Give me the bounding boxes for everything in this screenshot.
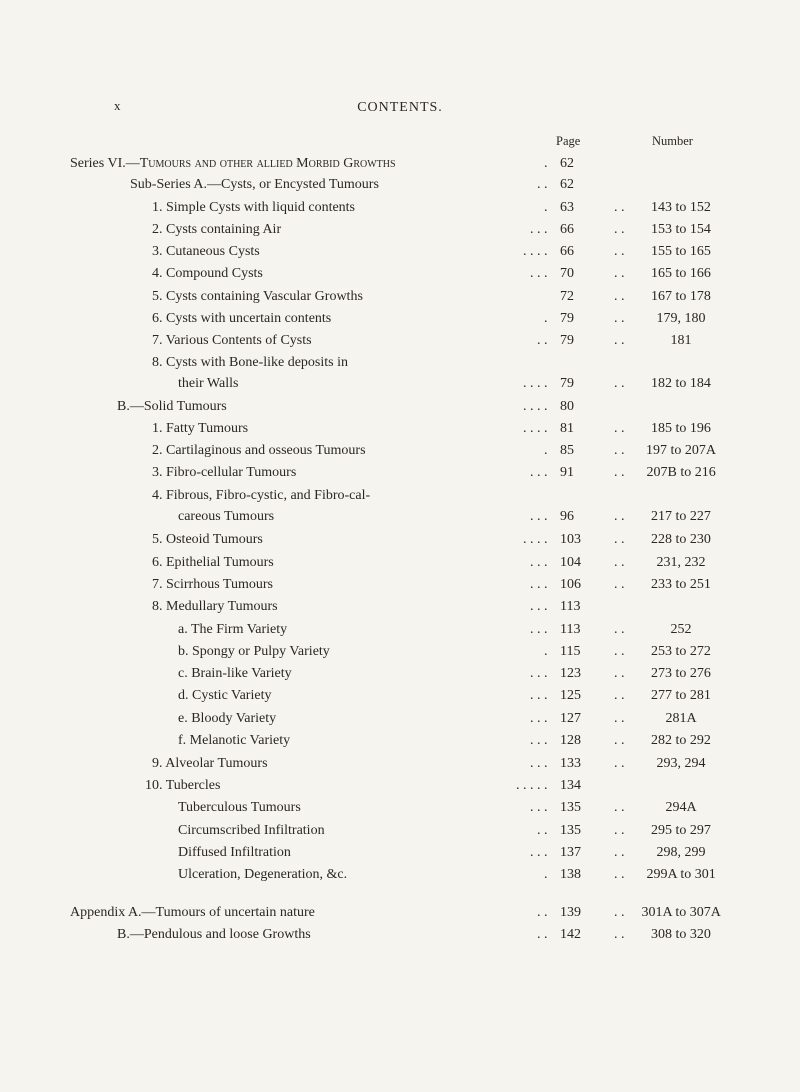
separator-dots: . . bbox=[614, 867, 625, 882]
specimen-number-range: 185 to 196 bbox=[651, 421, 711, 436]
separator-dots: . . bbox=[614, 800, 625, 815]
entry-title: 7. Various Contents of Cysts bbox=[152, 333, 312, 348]
toc-row bbox=[0, 731, 800, 751]
entry-title: 4. Fibrous, Fibro-cystic, and Fibro-cal- bbox=[152, 488, 371, 503]
specimen-number-range: 228 to 230 bbox=[651, 532, 711, 547]
separator-dots: . . bbox=[614, 622, 625, 637]
page-number: 138 bbox=[560, 867, 581, 882]
entry-title: 6. Epithelial Tumours bbox=[152, 555, 274, 570]
toc-row bbox=[0, 419, 800, 439]
leader-dots: . bbox=[544, 311, 548, 326]
leader-dots: . . . bbox=[530, 222, 548, 237]
separator-dots: . . bbox=[614, 244, 625, 259]
specimen-number-range: 231, 232 bbox=[656, 555, 706, 570]
toc-row bbox=[0, 865, 800, 885]
entry-title-small-caps: Tumours and other allied Morbid Growths bbox=[139, 156, 396, 171]
page-number: 66 bbox=[560, 244, 574, 259]
leader-dots: . . . bbox=[530, 688, 548, 703]
toc-row bbox=[0, 620, 800, 640]
leader-dots: . . . . bbox=[523, 244, 548, 259]
entry-title: 10. Tubercles bbox=[145, 778, 221, 793]
entry-title: Sub-Series A.—Cysts, or Encysted Tumours bbox=[130, 177, 379, 192]
page-number: 133 bbox=[560, 756, 581, 771]
entry-title: 1. Simple Cysts with liquid contents bbox=[152, 200, 356, 215]
leader-dots: . . . bbox=[530, 733, 548, 748]
page-number: 137 bbox=[560, 845, 581, 860]
page-number: 127 bbox=[560, 711, 581, 726]
page-number: 91 bbox=[560, 465, 574, 480]
leader-dots: . . bbox=[537, 927, 548, 942]
leader-dots: . . . . bbox=[523, 532, 548, 547]
specimen-number-range: 143 to 152 bbox=[651, 200, 711, 215]
entry-title: f. Melanotic Variety bbox=[178, 733, 291, 748]
entry-title: B.—Pendulous and loose Growths bbox=[117, 927, 311, 942]
separator-dots: . . bbox=[614, 200, 625, 215]
entry-title: 8. Cysts with Bone-like deposits in bbox=[152, 355, 348, 370]
entry-title: e. Bloody Variety bbox=[178, 711, 277, 726]
toc-row bbox=[0, 903, 800, 923]
page-number: 103 bbox=[560, 532, 581, 547]
page-number: 63 bbox=[560, 200, 574, 215]
separator-dots: . . bbox=[614, 465, 625, 480]
leader-dots: . . . bbox=[530, 577, 548, 592]
leader-dots: . . . bbox=[530, 509, 548, 524]
specimen-number-range: 277 to 281 bbox=[651, 688, 711, 703]
separator-dots: . . bbox=[614, 666, 625, 681]
specimen-number-range: 155 to 165 bbox=[651, 244, 711, 259]
page-number: 125 bbox=[560, 688, 581, 703]
entry-title: Diffused Infiltration bbox=[178, 845, 291, 860]
toc-row bbox=[0, 575, 800, 595]
entry-title: 2. Cysts containing Air bbox=[152, 222, 282, 237]
page-number: 142 bbox=[560, 927, 581, 942]
specimen-number-range: 298, 299 bbox=[656, 845, 706, 860]
page-number: 79 bbox=[560, 376, 574, 391]
leader-dots: . . . bbox=[530, 666, 548, 681]
entry-title: 9. Alveolar Tumours bbox=[152, 756, 268, 771]
specimen-number-range: 167 to 178 bbox=[651, 289, 711, 304]
toc-row bbox=[0, 925, 800, 945]
separator-dots: . . bbox=[614, 733, 625, 748]
separator-dots: . . bbox=[614, 845, 625, 860]
entry-title: c. Brain-like Variety bbox=[178, 666, 292, 681]
entry-title: Tuberculous Tumours bbox=[178, 800, 301, 815]
entry-title: 8. Medullary Tumours bbox=[152, 599, 278, 614]
separator-dots: . . bbox=[614, 555, 625, 570]
specimen-number-range: 165 to 166 bbox=[651, 266, 711, 281]
specimen-number-range: 207B to 216 bbox=[646, 465, 716, 480]
toc-row bbox=[0, 686, 800, 706]
toc-row bbox=[0, 441, 800, 461]
toc-row bbox=[0, 553, 800, 573]
page-number: 85 bbox=[560, 443, 574, 458]
toc-row bbox=[0, 507, 800, 527]
entry-title: B.—Solid Tumours bbox=[117, 399, 227, 414]
toc-row bbox=[0, 175, 800, 195]
toc-row bbox=[0, 754, 800, 774]
toc-row bbox=[0, 154, 800, 174]
specimen-number-range: 308 to 320 bbox=[651, 927, 711, 942]
page-number: 135 bbox=[560, 823, 581, 838]
leader-dots: . . . bbox=[530, 465, 548, 480]
specimen-number-range: 293, 294 bbox=[656, 756, 706, 771]
entry-title: 5. Osteoid Tumours bbox=[152, 532, 263, 547]
page-number: 123 bbox=[560, 666, 581, 681]
toc-row bbox=[0, 374, 800, 394]
page-column-heading: Page bbox=[556, 134, 581, 148]
entry-title: Series VI.—Tumours and other allied Morbid Growths bbox=[70, 156, 396, 171]
separator-dots: . . bbox=[614, 644, 625, 659]
separator-dots: . . bbox=[614, 905, 625, 920]
page-number: 128 bbox=[560, 733, 581, 748]
separator-dots: . . bbox=[614, 421, 625, 436]
separator-dots: . . bbox=[614, 289, 625, 304]
toc-row bbox=[0, 198, 800, 218]
separator-dots: . . bbox=[614, 927, 625, 942]
specimen-number-range: 282 to 292 bbox=[651, 733, 711, 748]
page-number: 72 bbox=[560, 289, 574, 304]
entry-title: b. Spongy or Pulpy Variety bbox=[178, 644, 330, 659]
leader-dots: . . . . bbox=[523, 399, 548, 414]
entry-title: Circumscribed Infiltration bbox=[178, 823, 325, 838]
toc-row bbox=[0, 664, 800, 684]
toc-row bbox=[0, 331, 800, 351]
separator-dots: . . bbox=[614, 711, 625, 726]
leader-dots: . . . . bbox=[523, 376, 548, 391]
page-number: 62 bbox=[560, 177, 574, 192]
leader-dots: . . bbox=[537, 177, 548, 192]
separator-dots: . . bbox=[614, 509, 625, 524]
separator-dots: . . bbox=[614, 756, 625, 771]
toc-row bbox=[0, 776, 800, 796]
page-number: 135 bbox=[560, 800, 581, 815]
leader-dots: . bbox=[544, 200, 548, 215]
separator-dots: . . bbox=[614, 577, 625, 592]
entry-title: 2. Cartilaginous and osseous Tumours bbox=[152, 443, 366, 458]
specimen-number-range: 217 to 227 bbox=[651, 509, 711, 524]
leader-dots: . . . bbox=[530, 711, 548, 726]
page-marker: x bbox=[114, 98, 122, 113]
number-column-heading: Number bbox=[652, 134, 693, 148]
page-number: 79 bbox=[560, 311, 574, 326]
page-number: 113 bbox=[560, 622, 581, 637]
toc-row bbox=[0, 597, 800, 617]
toc-row bbox=[0, 709, 800, 729]
toc-row bbox=[0, 642, 800, 662]
specimen-number-range: 182 to 184 bbox=[651, 376, 711, 391]
specimen-number-range: 301A to 307A bbox=[641, 905, 721, 920]
specimen-number-range: 281A bbox=[665, 711, 697, 726]
toc-row bbox=[0, 242, 800, 262]
entry-title: 4. Compound Cysts bbox=[152, 266, 263, 281]
leader-dots: . bbox=[544, 644, 548, 659]
leader-dots: . . . bbox=[530, 622, 548, 637]
page-number: 81 bbox=[560, 421, 574, 436]
leader-dots: . . bbox=[537, 823, 548, 838]
leader-dots: . . . bbox=[530, 599, 548, 614]
page-number: 66 bbox=[560, 222, 574, 237]
entry-title: Ulceration, Degeneration, &c. bbox=[178, 867, 348, 882]
specimen-number-range: 253 to 272 bbox=[651, 644, 711, 659]
separator-dots: . . bbox=[614, 376, 625, 391]
leader-dots: . . bbox=[537, 333, 548, 348]
separator-dots: . . bbox=[614, 688, 625, 703]
specimen-number-range: 273 to 276 bbox=[651, 666, 711, 681]
entry-title: careous Tumours bbox=[178, 509, 275, 524]
entry-title: a. The Firm Variety bbox=[178, 622, 288, 637]
separator-dots: . . bbox=[614, 222, 625, 237]
toc-row bbox=[0, 397, 800, 417]
toc-row bbox=[0, 821, 800, 841]
entry-title: d. Cystic Variety bbox=[178, 688, 272, 703]
separator-dots: . . bbox=[614, 333, 625, 348]
leader-dots: . . . bbox=[530, 555, 548, 570]
toc-row bbox=[0, 486, 800, 506]
leader-dots: . . . bbox=[530, 756, 548, 771]
toc-row bbox=[0, 220, 800, 240]
specimen-number-range: 181 bbox=[670, 333, 692, 348]
specimen-number-range: 179, 180 bbox=[656, 311, 706, 326]
entry-title: 5. Cysts containing Vascular Growths bbox=[152, 289, 363, 304]
leader-dots: . bbox=[544, 867, 548, 882]
separator-dots: . . bbox=[614, 532, 625, 547]
toc-row bbox=[0, 353, 800, 373]
entry-title: 1. Fatty Tumours bbox=[152, 421, 249, 436]
entry-title: 3. Cutaneous Cysts bbox=[152, 244, 260, 259]
toc-row bbox=[0, 530, 800, 550]
leader-dots: . bbox=[544, 156, 548, 171]
toc-row bbox=[0, 798, 800, 818]
entry-title: their Walls bbox=[178, 376, 239, 391]
leader-dots: . . bbox=[537, 905, 548, 920]
page-number: 80 bbox=[560, 399, 574, 414]
separator-dots: . . bbox=[614, 823, 625, 838]
toc-row bbox=[0, 843, 800, 863]
page-number: 134 bbox=[560, 778, 581, 793]
page-number: 106 bbox=[560, 577, 581, 592]
toc-row bbox=[0, 287, 800, 307]
toc-row bbox=[0, 264, 800, 284]
entry-title: Appendix A.—Tumours of uncertain nature bbox=[70, 905, 315, 920]
specimen-number-range: 299A to 301 bbox=[646, 867, 716, 882]
toc-row bbox=[0, 309, 800, 329]
toc-row bbox=[0, 463, 800, 483]
separator-dots: . . bbox=[614, 311, 625, 326]
entry-title: 3. Fibro-cellular Tumours bbox=[152, 465, 297, 480]
leader-dots: . . . bbox=[530, 266, 548, 281]
separator-dots: . . bbox=[614, 266, 625, 281]
entry-title: 7. Scirrhous Tumours bbox=[152, 577, 273, 592]
leader-dots: . . . . . bbox=[516, 778, 548, 793]
page-number: 96 bbox=[560, 509, 574, 524]
page-number: 115 bbox=[560, 644, 581, 659]
specimen-number-range: 252 bbox=[670, 622, 692, 637]
leader-dots: . bbox=[544, 443, 548, 458]
page-number: 104 bbox=[560, 555, 581, 570]
page-number: 62 bbox=[560, 156, 574, 171]
page-number: 113 bbox=[560, 599, 581, 614]
page-number: 139 bbox=[560, 905, 581, 920]
leader-dots: . . . . bbox=[523, 421, 548, 436]
leader-dots: . . . bbox=[530, 800, 548, 815]
separator-dots: . . bbox=[614, 443, 625, 458]
specimen-number-range: 197 to 207A bbox=[646, 443, 716, 458]
specimen-number-range: 233 to 251 bbox=[651, 577, 711, 592]
specimen-number-range: 294A bbox=[665, 800, 697, 815]
entry-title: 6. Cysts with uncertain contents bbox=[152, 311, 332, 326]
page-number: 70 bbox=[560, 266, 574, 281]
specimen-number-range: 295 to 297 bbox=[651, 823, 711, 838]
specimen-number-range: 153 to 154 bbox=[651, 222, 711, 237]
leader-dots: . . . bbox=[530, 845, 548, 860]
page-number: 79 bbox=[560, 333, 574, 348]
page-title: CONTENTS. bbox=[357, 100, 443, 115]
